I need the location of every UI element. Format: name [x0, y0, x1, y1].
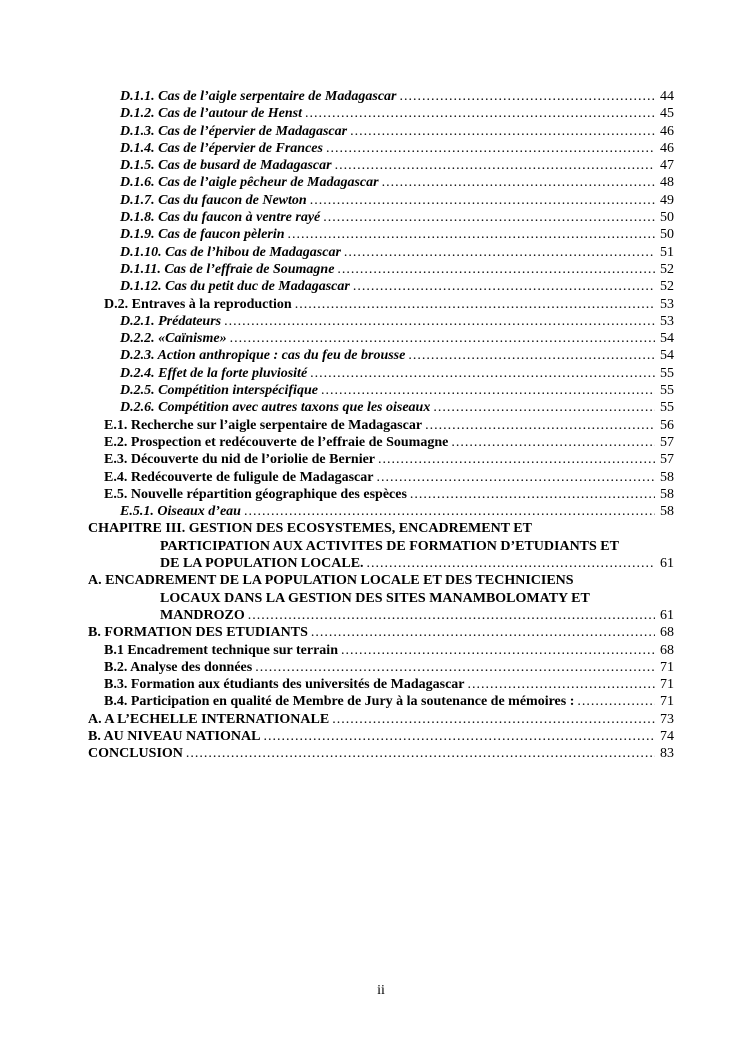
toc-entry-title: DE LA POPULATION LOCALE. — [160, 556, 364, 572]
toc-entry — [88, 157, 674, 174]
toc-entry-lastline — [120, 140, 674, 157]
dot-leader — [335, 157, 655, 174]
toc-entry-title: D.2.6. Compétition avec autres taxons que les oiseaux — [120, 400, 431, 416]
toc-entry-title: D.1.10. Cas de l’hibou de Madagascar — [120, 244, 341, 260]
toc-entry-lastline — [120, 261, 674, 278]
toc-entry-line: PARTICIPATION AUX ACTIVITES DE FORMATION D’ETUDIANTS ET — [160, 538, 619, 554]
toc-entry-lastline — [120, 365, 674, 382]
toc-entry-title: CONCLUSION — [88, 746, 183, 762]
toc-entry-title: A. A L’ECHELLE INTERNATIONALE — [88, 711, 330, 727]
toc-entry-page: 53 — [660, 313, 674, 329]
toc-entry — [88, 261, 674, 278]
toc-entry-lastline — [120, 313, 674, 330]
toc-entry-page: 71 — [660, 677, 674, 693]
toc-entry-page: 50 — [660, 210, 674, 226]
toc-entry — [88, 469, 674, 486]
toc-entry — [88, 123, 674, 140]
dot-leader — [186, 745, 655, 762]
toc-entry-title: D.2.2. «Caïnisme» — [120, 331, 227, 347]
toc-entry — [88, 711, 674, 728]
toc-entry-lastline — [88, 555, 674, 572]
toc-entry-title: D.1.11. Cas de l’effraie de Soumagne — [120, 261, 335, 277]
toc-entry — [88, 347, 674, 364]
toc-entry — [88, 382, 674, 399]
toc-entry-page: 83 — [660, 746, 674, 762]
toc-entry-page: 48 — [660, 175, 674, 191]
toc-list — [88, 88, 674, 763]
dot-leader — [378, 451, 655, 468]
toc-entry — [88, 642, 674, 659]
toc-entry-lastline — [104, 451, 674, 468]
toc-entry-page: 49 — [660, 192, 674, 208]
toc-entry — [88, 174, 674, 191]
toc-entry-lastline — [120, 399, 674, 416]
toc-entry-title: D.1.8. Cas du faucon à ventre rayé — [120, 210, 321, 226]
dot-leader — [350, 123, 655, 140]
toc-entry-lastline — [120, 174, 674, 191]
dot-leader — [332, 711, 655, 728]
toc-entry — [88, 693, 674, 710]
dot-leader — [248, 607, 655, 624]
toc-entry — [88, 365, 674, 382]
toc-entry-lastline — [88, 711, 674, 728]
toc-entry-line: CHAPITRE III. GESTION DES ECOSYSTEMES, ENCADREMENT ET — [88, 521, 532, 537]
toc-entry-page: 55 — [660, 400, 674, 416]
toc-entry-page: 51 — [660, 244, 674, 260]
toc-entry-page: 58 — [660, 486, 674, 502]
toc-entry — [88, 278, 674, 295]
toc-entry-title: D.1.12. Cas du petit duc de Madagascar — [120, 279, 350, 295]
dot-leader — [577, 693, 655, 710]
dot-leader — [263, 728, 655, 745]
dot-leader — [244, 503, 655, 520]
toc-entry — [88, 192, 674, 209]
toc-entry-page: 68 — [660, 625, 674, 641]
toc-entry-title: D.2.3. Action anthropique : cas du feu de brousse — [120, 348, 406, 364]
toc-entry-page: 54 — [660, 348, 674, 364]
dot-leader — [451, 434, 655, 451]
toc-entry-lastline — [120, 105, 674, 122]
dot-leader — [310, 192, 655, 209]
toc-entry-page: 46 — [660, 123, 674, 139]
toc-entry-lastline — [120, 278, 674, 295]
toc-entry-page: 73 — [660, 711, 674, 727]
toc-entry — [88, 209, 674, 226]
toc-entry-page: 74 — [660, 728, 674, 744]
toc-entry — [88, 140, 674, 157]
toc-entry — [88, 659, 674, 676]
toc-entry-lastline — [104, 434, 674, 451]
toc-entry-lastline — [120, 88, 674, 105]
toc-entry — [88, 226, 674, 243]
toc-entry-page: 61 — [660, 556, 674, 572]
dot-leader — [295, 296, 655, 313]
toc-entry-title: B. FORMATION DES ETUDIANTS — [88, 625, 308, 641]
toc-entry — [88, 745, 674, 762]
toc-entry-title: E.5. Nouvelle répartition géographique des espèces — [104, 486, 407, 502]
toc-entry — [88, 88, 674, 105]
toc-entry-lastline — [104, 469, 674, 486]
toc-entry-title: D.1.4. Cas de l’épervier de Frances — [120, 140, 323, 156]
toc-entry-title: MANDROZO — [160, 607, 245, 623]
toc-entry-page: 68 — [660, 642, 674, 658]
toc-entry-title: D.1.7. Cas du faucon de Newton — [120, 192, 307, 208]
toc-entry-page: 58 — [660, 469, 674, 485]
toc-entry-page: 71 — [660, 694, 674, 710]
dot-leader — [410, 486, 655, 503]
toc-entry-title: E.1. Recherche sur l’aigle serpentaire de Madagascar — [104, 417, 423, 433]
toc-entry-title: D.1.1. Cas de l’aigle serpentaire de Madagascar — [120, 89, 397, 104]
dot-leader — [425, 417, 655, 434]
dot-leader — [399, 88, 655, 105]
toc-entry — [88, 486, 674, 503]
toc-entry-lastline — [120, 157, 674, 174]
toc-entry-page: 45 — [660, 106, 674, 122]
page-footer — [88, 983, 674, 999]
dot-leader — [341, 642, 655, 659]
toc-entry-lastline — [104, 659, 674, 676]
toc-entry-lastline — [120, 503, 674, 520]
toc-entry-line: A. ENCADREMENT DE LA POPULATION LOCALE ET DES TECHNICIENS — [88, 573, 574, 589]
dot-leader — [288, 226, 656, 243]
toc-entry-title: B.4. Participation en qualité de Membre de Jury à la soutenance de mémoires : — [104, 694, 575, 710]
toc-entry-page: 52 — [660, 279, 674, 295]
dot-leader — [255, 659, 655, 676]
toc-entry — [88, 434, 674, 451]
toc-entry-page: 57 — [660, 434, 674, 450]
toc-entry-lastline — [120, 123, 674, 140]
toc-entry-lastline — [120, 347, 674, 364]
toc-entry-page: 58 — [660, 504, 674, 520]
toc-entry-title: E.4. Redécouverte de fuligule de Madagascar — [104, 469, 374, 485]
toc-entry-lastline — [120, 226, 674, 243]
dot-leader — [353, 278, 655, 295]
toc-entry-page: 54 — [660, 331, 674, 347]
dot-leader — [433, 399, 655, 416]
toc-entry-page: 57 — [660, 452, 674, 468]
toc-entry-title: D.2. Entraves à la reproduction — [104, 296, 292, 312]
dot-leader — [408, 347, 655, 364]
dot-leader — [382, 174, 655, 191]
toc-entry-title: D.2.4. Effet de la forte pluviosité — [120, 365, 308, 381]
toc-entry-title: E.5.1. Oiseaux d’eau — [120, 504, 241, 520]
toc-entry — [88, 451, 674, 468]
toc-entry-page: 44 — [660, 89, 674, 104]
toc-entry-line: LOCAUX DANS LA GESTION DES SITES MANAMBOLOMATY ET — [160, 590, 590, 606]
toc-entry — [88, 624, 674, 641]
toc-entry — [88, 503, 674, 520]
toc-entry-lastline — [104, 486, 674, 503]
toc-entry-lastline — [104, 642, 674, 659]
toc-entry — [88, 676, 674, 693]
toc-entry-page: 50 — [660, 227, 674, 243]
toc-entry-lastline — [120, 209, 674, 226]
toc-entry — [88, 520, 674, 572]
toc-entry — [88, 728, 674, 745]
toc-entry-lastline — [88, 745, 674, 762]
dot-leader — [311, 624, 655, 641]
toc-entry-title: B.3. Formation aux étudiants des universités de Madagascar — [104, 677, 465, 693]
dot-leader — [224, 313, 655, 330]
toc-entry-lastline — [120, 382, 674, 399]
dot-leader — [326, 140, 655, 157]
toc-entry-title: E.2. Prospection et redécouverte de l’effraie de Soumagne — [104, 434, 449, 450]
toc-entry — [88, 330, 674, 347]
toc-entry-lastline — [88, 728, 674, 745]
dot-leader — [310, 365, 655, 382]
toc-entry-lastline — [88, 607, 674, 624]
toc-entry-page: 55 — [660, 365, 674, 381]
dot-leader — [321, 382, 655, 399]
toc-entry-page: 52 — [660, 261, 674, 277]
toc-entry — [88, 105, 674, 122]
dot-leader — [337, 261, 655, 278]
toc-entry-lastline — [120, 192, 674, 209]
toc-entry-page: 71 — [660, 659, 674, 675]
toc-entry-lastline — [104, 676, 674, 693]
dot-leader — [305, 105, 655, 122]
toc-entry-page: 61 — [660, 607, 674, 623]
dot-leader — [468, 676, 656, 693]
toc-entry-page: 46 — [660, 140, 674, 156]
toc-entry-title: D.1.9. Cas de faucon pèlerin — [120, 227, 285, 243]
toc-entry-lastline — [104, 296, 674, 313]
toc-entry — [88, 417, 674, 434]
toc-entry-title: D.1.5. Cas de busard de Madagascar — [120, 158, 332, 174]
toc-entry-title: E.3. Découverte du nid de l’oriolie de Bernier — [104, 452, 376, 468]
toc-entry-page: 53 — [660, 296, 674, 312]
toc-entry-title: B. AU NIVEAU NATIONAL — [88, 728, 261, 744]
toc-entry — [88, 572, 674, 624]
dot-leader — [367, 555, 655, 572]
toc-entry-title: D.1.3. Cas de l’épervier de Madagascar — [120, 123, 348, 139]
toc-entry — [88, 244, 674, 261]
dot-leader — [344, 244, 655, 261]
toc-entry-lastline — [120, 244, 674, 261]
dot-leader — [230, 330, 655, 347]
toc-entry-title: B.2. Analyse des données — [104, 659, 253, 675]
toc-entry — [88, 313, 674, 330]
toc-entry — [88, 296, 674, 313]
toc-entry-lastline — [104, 693, 674, 710]
toc-entry-title: B.1 Encadrement technique sur terrain — [104, 642, 338, 658]
toc-entry — [88, 399, 674, 416]
toc-entry-lastline — [88, 624, 674, 641]
toc-entry-lastline — [120, 330, 674, 347]
toc-entry-title: D.2.1. Prédateurs — [120, 313, 222, 329]
page-number: ii — [377, 983, 385, 998]
toc-entry-lastline — [104, 417, 674, 434]
dot-leader — [376, 469, 655, 486]
toc-entry-title: D.1.2. Cas de l’autour de Henst — [120, 106, 303, 122]
toc-entry-page: 55 — [660, 383, 674, 399]
toc-entry-page: 47 — [660, 158, 674, 174]
toc-entry-title: D.2.5. Compétition interspécifique — [120, 383, 318, 399]
toc-entry-page: 56 — [660, 417, 674, 433]
dot-leader — [323, 209, 655, 226]
toc-entry-title: D.1.6. Cas de l’aigle pêcheur de Madagascar — [120, 175, 379, 191]
